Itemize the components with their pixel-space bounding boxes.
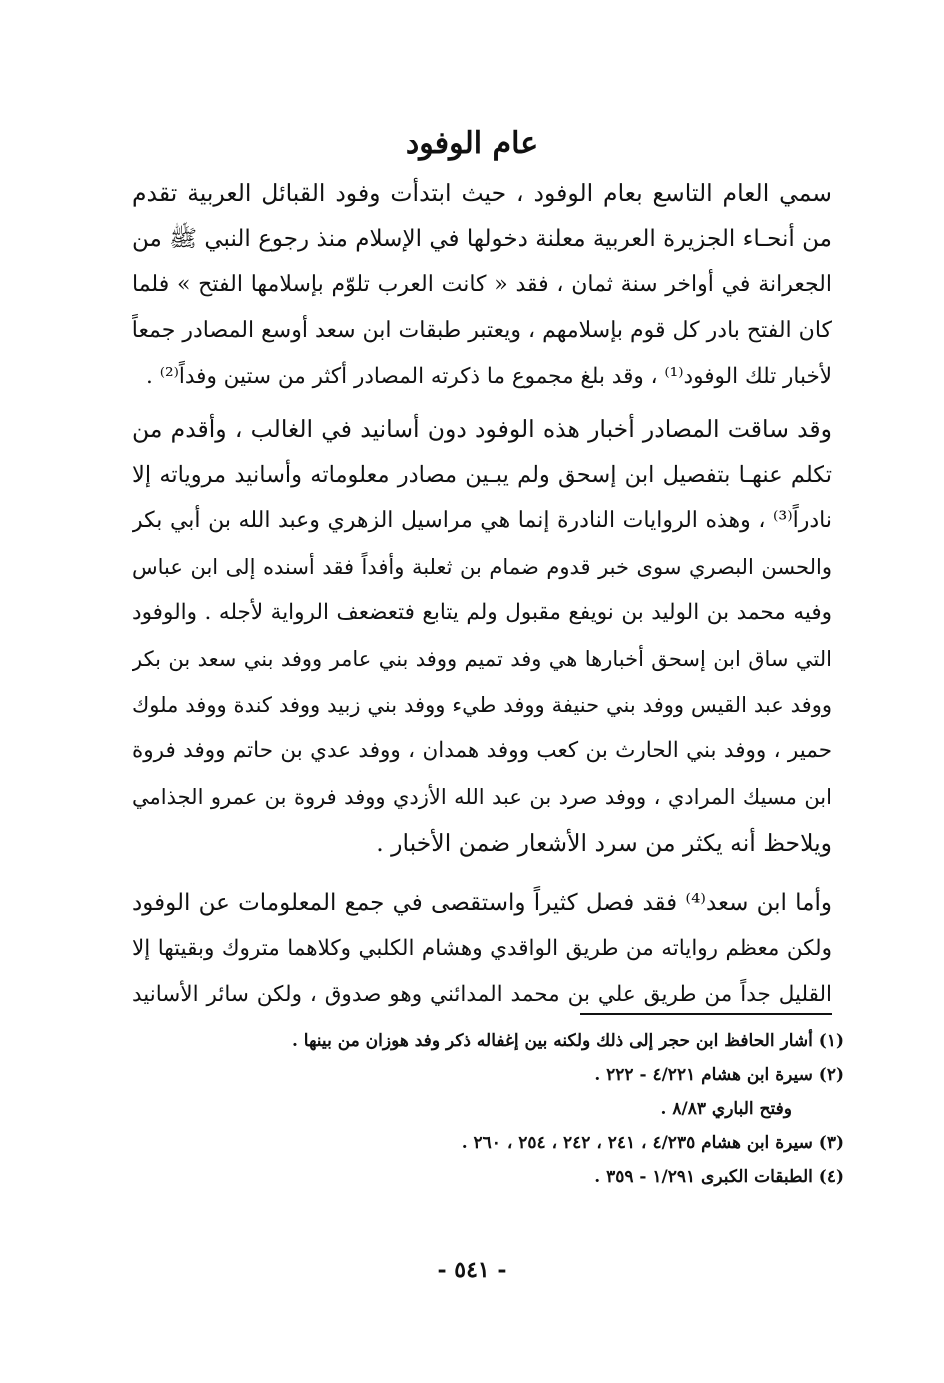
text-line: ووفد عبد القيس ووفد بني حنيفة ووفد طيء ووفد بني زبيد ووفد كندة ووفد ملوك xyxy=(132,693,832,717)
text-line: وفيه محمد بن الوليد بن نويفع مقبول ولم يتابع فتعضعف الرواية لأجله . والوفود xyxy=(132,600,832,625)
chapter-title: عام الوفود xyxy=(405,126,539,161)
text-line: القليل جداً من طريق علي بن محمد المدائني وهو صدوق ، ولكن سائر الأسانيد xyxy=(132,982,832,1007)
text-line: من أنحـاء الجزيرة العربية معلنة دخولها في الإسلام منذ رجوع النبي ﷺ من xyxy=(132,226,832,252)
paragraph-2 xyxy=(132,406,832,866)
text-line: ابن مسيك المرادي ، ووفد صرد بن عبد الله الأزدي ووفد فروة بن عمرو الجذامي xyxy=(132,785,832,809)
text-line: وقد ساقت المصادر أخبار هذه الوفود دون أسانيد في الغالب ، وأقدم من xyxy=(132,415,832,443)
text-line: والحسن البصري سوى خبر قدوم ضمام بن ثعلبة وأفداً فقد أسنده إلى ابن عباس xyxy=(132,555,832,579)
text-line: تكلم عنهـا بتفصيل ابن إسحق ولم يبـين مصادر معلوماته وأسانيد مروياته إلا xyxy=(132,462,832,488)
footnote-2: (٢) سيرة ابن هشام ٤/٢٢١ - ٢٢٢ . xyxy=(594,1065,844,1085)
text-line: التي ساق ابن إسحق أخبارها هي وفد تميم ووفد بني عامر ووفد بني سعد بن بكر xyxy=(132,647,832,671)
text-line: ويلاحظ أنه يكثر من سرد الأشعار ضمن الأخبار . xyxy=(376,829,832,857)
text-line: حمير ، ووفد بني الحارث بن كعب ووفد همدان ، ووفد عدي بن حاتم ووفد فروة xyxy=(132,738,832,763)
text-line: الجعرانة في أواخر سنة ثمان ، فقد « كانت العرب تلوّم بإسلامها الفتح » فلما xyxy=(132,272,832,297)
text-line: نادراً⁽³⁾ ، وهذه الروايات النادرة إنما هي مراسيل الزهري وعبد الله بن أبي بكر xyxy=(132,508,832,533)
paragraph-1 xyxy=(132,170,832,400)
footnote-2-continuation: وفتح الباري ٨/٨٣ . xyxy=(660,1099,792,1119)
footnote-3: (٣) سيرة ابن هشام ٤/٢٣٥ ، ٢٤١ ، ٢٤٢ ، ٢٥٤ ، ٢٦٠ . xyxy=(461,1133,844,1153)
text-line: سمي العام التاسع بعام الوفود ، حيث ابتدأت وفود القبائل العربية تقدم xyxy=(132,179,832,207)
footnote-1: (١) أشار الحافظ ابن حجر إلى ذلك ولكنه بين إغفاله ذكر وفد هوزان من بينها . xyxy=(291,1031,844,1051)
text-line: لأخبار تلك الوفود⁽¹⁾ ، وقد بلغ مجموع ما ذكرته المصادر أكثر من ستين وفداً⁽²⁾ . xyxy=(146,364,832,389)
text-line: كان الفتح بادر كل قوم بإسلامهم ، ويعتبر طبقات ابن سعد أوسع المصادر جمعاً xyxy=(132,318,832,343)
page-number: - ٥٤١ - xyxy=(437,1257,507,1283)
body-text xyxy=(132,170,832,1018)
text-line: ولكن معظم رواياته من طريق الواقدي وهشام الكلبي وكلاهما متروك وبقيتها إلا xyxy=(132,936,832,961)
footnote-divider xyxy=(580,1013,832,1015)
footnote-4: (٤) الطبقات الكبرى ١/٢٩١ - ٣٥٩ . xyxy=(594,1167,844,1187)
text-line: وأما ابن سعد⁽⁴⁾ فقد فصل كثيراً واستقصى في جمع المعلومات عن الوفود xyxy=(132,890,832,916)
footnotes xyxy=(124,1024,844,1194)
paragraph-3 xyxy=(132,880,832,1018)
paragraph-gap xyxy=(132,866,832,880)
